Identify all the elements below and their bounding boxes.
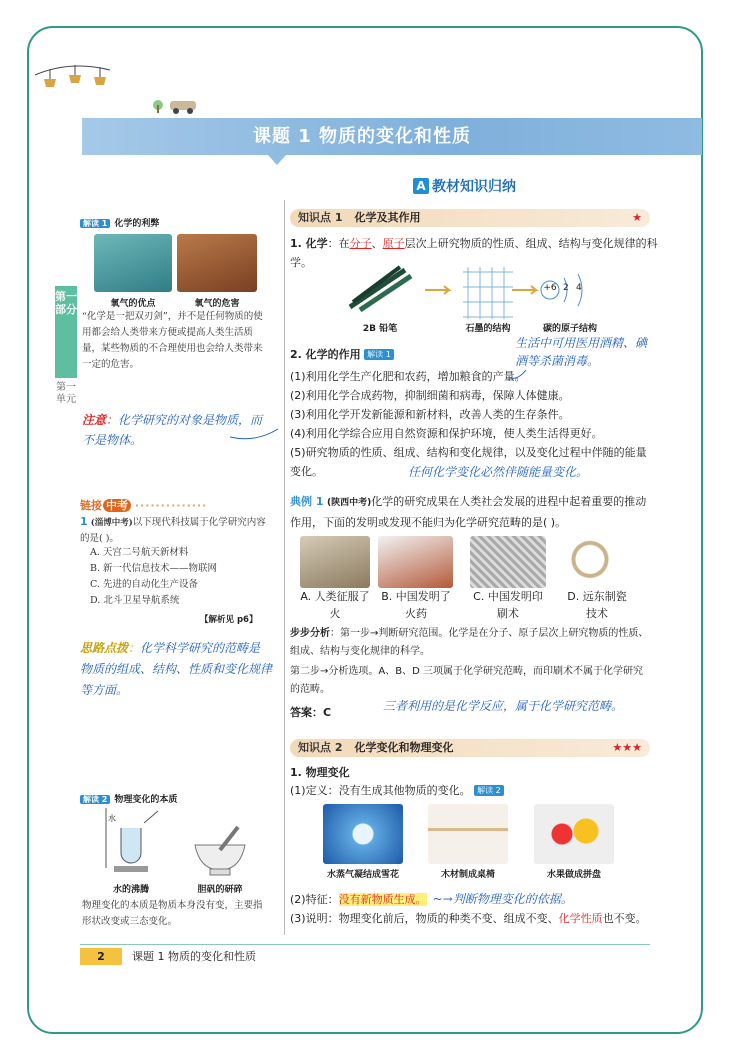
page-title: 课题 1 物质的变化和性质 (252, 126, 472, 147)
atom-caption: 碳的原子结构 (542, 324, 597, 334)
jiedu2-title: 物理变化的本质 (114, 795, 178, 805)
atom-shell2: 4 (576, 283, 582, 293)
kp2-explain (290, 909, 655, 928)
graphite-caption: 石墨的结构 (465, 324, 511, 334)
kp2-explain-pre: ：物理变化前后，物质的种类不变、组成不变、 (327, 912, 559, 925)
link-qsrc: (淄博中考) (90, 518, 133, 528)
link-option: A. 天宫二号航天新材料 (90, 547, 189, 558)
example-option: C. 中国发明印刷术 (473, 590, 543, 620)
step2: 第二步→分析选项。A、B、D 三项属于化学研究范畴，而印刷术不属于化学研究的范畴。 (290, 666, 643, 695)
link-option: C. 先进的自动化生产设备 (90, 579, 198, 590)
example-option: A. 人类征服了火 (300, 590, 370, 620)
handnote-energy: 任何化学变化必然伴随能量变化。 (408, 465, 589, 479)
example-label: 典例 1 (290, 495, 324, 508)
kp2-explain-post: 也不变。 (602, 912, 647, 925)
kp2-explain-red: 化学性质 (558, 912, 603, 925)
jiedu2-text: 物理变化的本质是物质本身没有变，主要指形状改变或三态变化。 (82, 900, 263, 927)
fire-image (300, 536, 370, 588)
note-text: 化学研究的对象是物质，而不是物体。 (82, 413, 263, 447)
fruit-caption: 水果做成拼盘 (546, 870, 601, 880)
note-arrow (230, 425, 280, 443)
pencil-caption: 2B 铅笔 (362, 324, 398, 334)
jiedu1-tag: 解读 1 (80, 219, 110, 228)
handnote-physical: 判断物理变化的依据。 (452, 892, 573, 906)
link-options (90, 545, 270, 609)
kp1-word-molecule: 分子 (349, 237, 372, 250)
water-label: 水 (108, 814, 116, 823)
kp2-def-text: ：没有生成其他物质的变化。 (327, 784, 471, 797)
car-icon (170, 101, 196, 110)
column-divider (284, 200, 285, 935)
kp1-sep: 、 (371, 237, 383, 250)
kp2-explain-label: (3)说明 (290, 912, 328, 925)
kp2-label: 知识点 2 (298, 741, 343, 754)
kp2-def-label: (1)定义 (290, 784, 328, 797)
note-box: 注意：化学研究的对象是物质，而不是物体。 (82, 413, 263, 447)
lamp-icon (44, 79, 56, 87)
arrow-icon (512, 285, 542, 295)
link-option: B. 新一代信息技术——物联网 (90, 563, 218, 574)
note-label: 注意 (82, 413, 107, 427)
example-option: D. 远东制瓷技术 (567, 590, 627, 620)
section-heading-text: 教材知识归纳 (432, 179, 516, 195)
furniture-caption: 木材制成桌椅 (440, 870, 495, 880)
jiedu2-tag: 解读 2 (80, 795, 110, 804)
step1: ：第一步→判断研究范围。化学是在分子、原子层次上研究物质的性质、组成、结构与变化规律的科学。 (290, 628, 649, 657)
kp1-role-tag: 解读 1 (364, 349, 394, 360)
jiedu1-title: 化学的利弊 (114, 219, 160, 229)
mortar-caption: 胆矾的研碎 (197, 885, 243, 895)
handnote-disinfect: 生活中可用医用酒精、碘酒等杀菌消毒。 (515, 336, 648, 368)
graphite-image (458, 262, 518, 322)
kp2-feature-label: (2)特征 (290, 893, 328, 906)
example-text: 化学的研究成果在人类社会发展的进程中起着重要的推动作用，下面的发明或发现不能归为化学研究范畴的是( )。 (290, 495, 647, 529)
steps-label: 步步分析 (290, 628, 330, 639)
role-item: (5)研究物质的性质、组成、结构和变化规律，以及变化过程中伴随的能量变化。 (290, 446, 647, 478)
link-heading: 链接 中考 ·············· (80, 499, 208, 512)
kp2-title: 化学变化和物理变化 (354, 741, 454, 754)
role-item: (3)利用化学开发新能源和新材料，改善人类的生存条件。 (290, 408, 570, 421)
example-question (290, 492, 652, 532)
header-decoration (30, 55, 200, 115)
link-option: D. 北斗卫星导航系统 (90, 595, 180, 606)
porcelain-image (560, 536, 635, 588)
kp2-feature: (2)特征：没有新物质生成。 ~→判断物理变化的依据。 (290, 892, 573, 906)
lamp-icon (69, 75, 81, 83)
kp2-stars: ★★★ (612, 741, 642, 754)
mortar-image (190, 825, 250, 880)
handnote-reaction: 三者利用的是化学反应，属于化学研究范畴。 (383, 699, 624, 713)
pencils-image (345, 262, 415, 317)
kp1-def-num: 1. 化学 (290, 237, 328, 250)
link-title-a: 链接 (80, 499, 102, 512)
example-answer: 答案：C (290, 706, 332, 719)
footer-title: 课题 1 物质的变化和性质 (132, 950, 256, 963)
kp1-role-title (290, 345, 394, 364)
kp1-title: 化学及其作用 (354, 211, 421, 224)
kp1-def-pre: ：在 (327, 237, 350, 250)
snowflake-caption: 水蒸气凝结成雪花 (326, 870, 399, 880)
link-qtext: 以下现代科技属于化学研究内容的是( )。 (80, 517, 266, 544)
kp1-word-atom: 原子 (382, 237, 405, 250)
side-tab-unit: 第一单元 (56, 382, 76, 405)
title-notch (268, 155, 286, 165)
link-ref: 【解析见 p6】 (200, 615, 258, 625)
atom-nucleus: +6 (543, 283, 557, 293)
kp1-bar (290, 209, 650, 227)
furniture-image (428, 804, 508, 864)
section-badge: A (413, 178, 429, 194)
arrow-icon (425, 285, 455, 295)
footer-line (80, 944, 650, 945)
page-number: 2 (80, 948, 122, 965)
thinking-label: 思路点拨 (80, 641, 129, 655)
rust-image (177, 234, 257, 292)
kp2-sub1: 1. 物理变化 (290, 766, 350, 779)
title-banner (82, 118, 702, 155)
kp2-feature-text: 没有新物质生成。 (338, 893, 427, 906)
atom-shell1: 2 (563, 283, 569, 293)
printing-image (470, 536, 546, 588)
example-option: B. 中国发明了火药 (381, 590, 451, 620)
link-question (80, 514, 270, 547)
thinking-box: 思路点拨：化学科学研究的范畴是物质的组成、结构、性质和变化规律等方面。 (80, 641, 273, 697)
side-tab-part: 第一部分 (55, 286, 77, 378)
section-heading (413, 176, 516, 196)
jiedu1-text: “化学是一把双刃剑”，并不是任何物质的使用都会给人类带来方便或提高人类生活质量，某些物质的不合理使用也会给人类带来一定的危害。 (82, 311, 263, 370)
role-item: (4)利用化学综合应用自然资源和保护环境，使人类生活得更好。 (290, 427, 603, 440)
kp1-stars: ★ (632, 211, 642, 224)
example-src: (陕西中考) (326, 498, 372, 508)
kp2-definition (290, 781, 504, 800)
kp2-def-tag: 解读 2 (474, 785, 504, 796)
link-qnum: 1 (80, 515, 88, 528)
diver-caption: 氧气的优点 (110, 299, 156, 309)
gunpowder-image (378, 536, 453, 588)
kp1-role-title-text: 2. 化学的作用 (290, 348, 361, 361)
kp1-def-post: 层次上研究物质的性质、组成、结构与变化规律的科学。 (290, 237, 658, 269)
lamp-icon (94, 77, 106, 85)
role-item: (2)利用化学合成药物，抑制细菌和病毒，保障人体健康。 (290, 389, 570, 402)
boiling-caption: 水的沸腾 (112, 885, 149, 895)
jiedu2-heading (80, 792, 177, 805)
handnote-arrow (508, 368, 528, 384)
link-title-b: 中考 (103, 499, 131, 512)
jiedu1-heading (80, 216, 159, 229)
role-item: (1)利用化学生产化肥和农药，增加粮食的产量。 (290, 370, 526, 383)
boiling-water-image (96, 808, 166, 880)
diver-image (94, 234, 172, 292)
kp2-bar (290, 739, 650, 757)
thinking-text: 化学科学研究的范畴是物质的组成、结构、性质和变化规律等方面。 (80, 641, 273, 697)
kp1-label: 知识点 1 (298, 211, 343, 224)
snowflake-image (323, 804, 403, 864)
fruit-platter-image (534, 804, 614, 864)
example-steps (290, 625, 652, 661)
rust-caption: 氧气的危害 (194, 299, 240, 309)
